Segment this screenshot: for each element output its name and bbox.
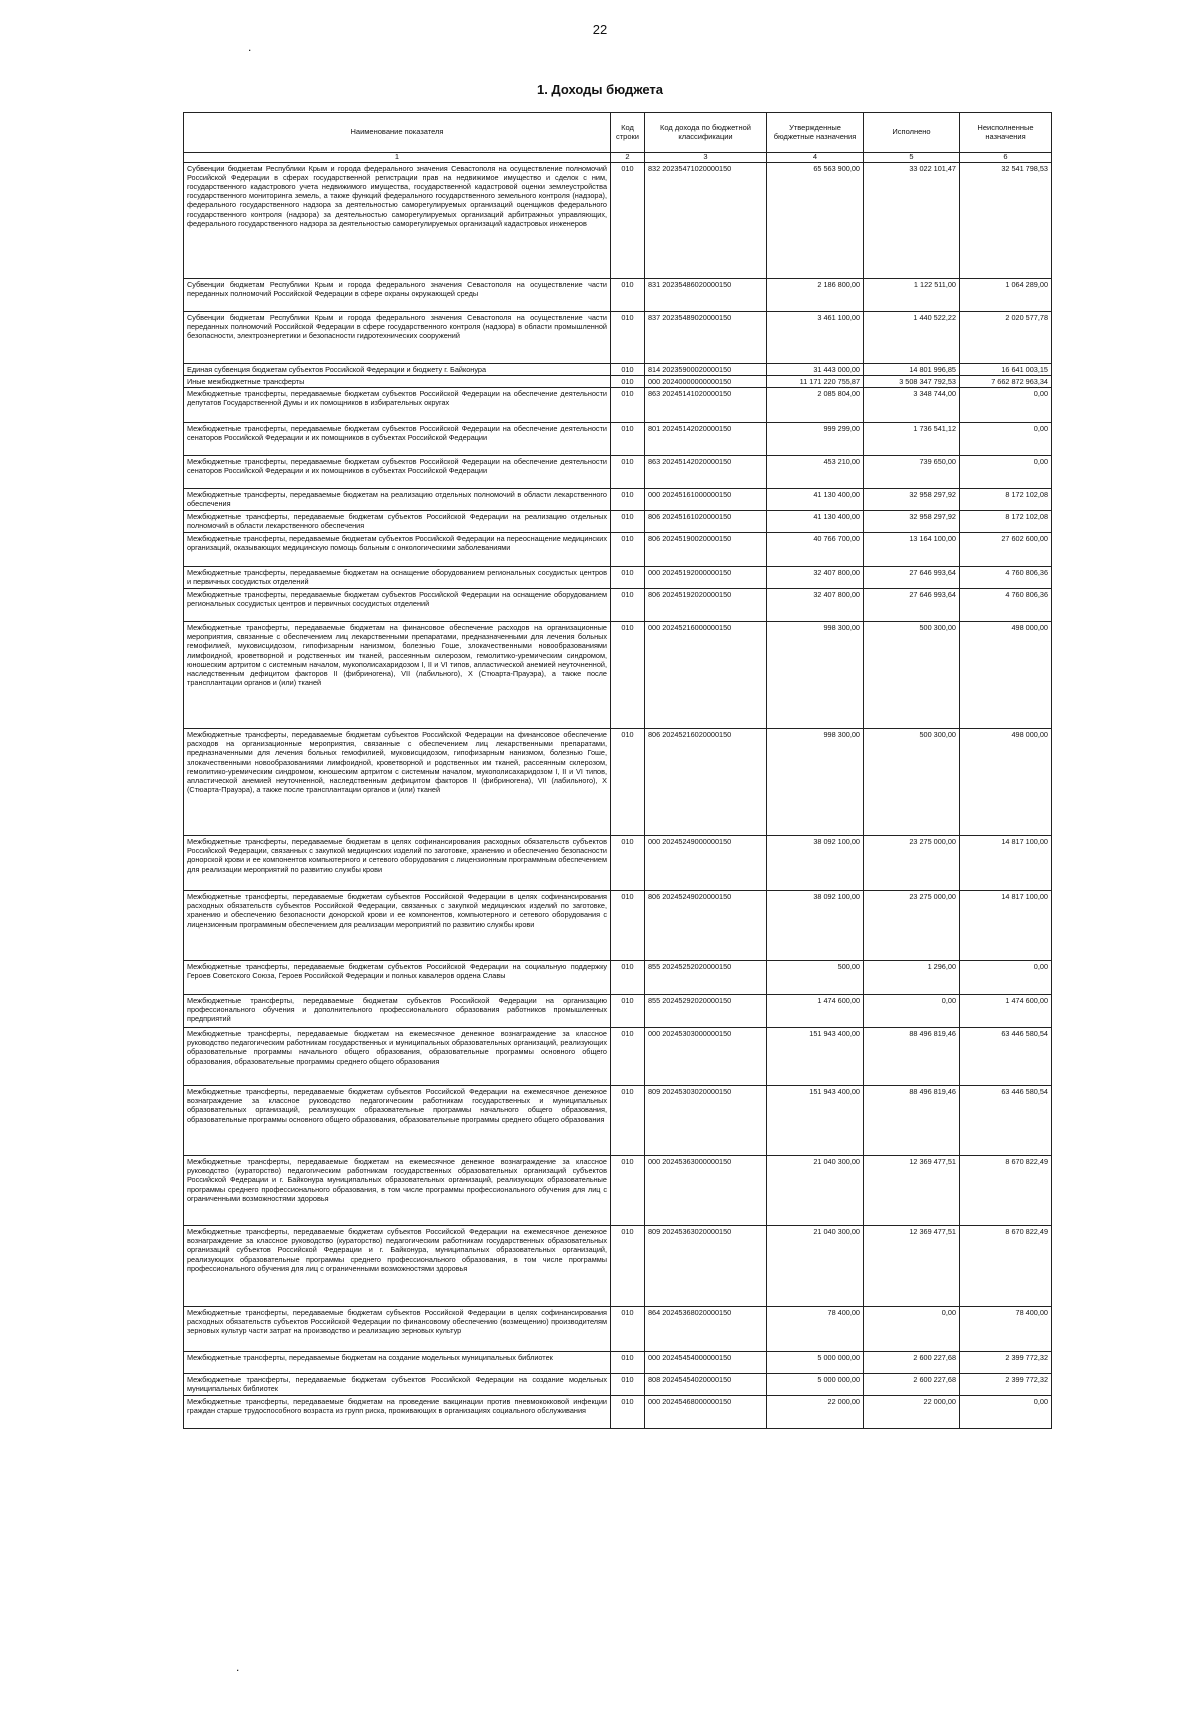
row-approved-cell: 500,00 [767,961,864,995]
row-name-cell: Межбюджетные трансферты, передаваемые бюджетам субъектов Российской Федерации на социальную поддержку Героев Советского Союза, Героев Российской Федерации и полных кавалеров ордена Славы [184,961,611,995]
row-name-cell: Субвенции бюджетам Республики Крым и города федерального значения Севастополя на осуществление части переданных полномочий Российской Федерации в сфере государственного контроля (надзора) в области промышленной безопасности, электроэнергетики и безопасности гидротехнических сооружений [184,312,611,364]
row-line-code-cell: 010 [611,622,645,729]
row-approved-cell: 22 000,00 [767,1396,864,1429]
row-name-cell: Межбюджетные трансферты, передаваемые бюджетам субъектов Российской Федерации на ежемесячное денежное вознаграждение за классное руководство педагогическим работникам государственных и муниципальных образовательных организаций, реализующих образовательные программы начального общего образования, образовательные программы основного общего образования, образовательные программы среднего общего образования [184,1086,611,1156]
row-name-cell: Межбюджетные трансферты, передаваемые бюджетам на создание модельных муниципальных библиотек [184,1352,611,1374]
table-row [184,376,1052,388]
row-line-code-cell: 010 [611,1156,645,1226]
row-budget-code-cell: 832 20235471020000150 [645,163,767,279]
row-name-cell: Межбюджетные трансферты, передаваемые бюджетам субъектов Российской Федерации в целях софинансирования расходных обязательств субъектов Российской Федерации по финансовому обеспечению (возмещению) производителям зерновых культур части затрат на производство и реализацию зерновых культур [184,1307,611,1352]
row-approved-cell: 151 943 400,00 [767,1028,864,1086]
budget-table-wrapper [183,112,1051,1429]
row-budget-code-cell: 806 20245216020000150 [645,729,767,836]
row-approved-cell: 21 040 300,00 [767,1156,864,1226]
row-executed-cell: 1 296,00 [864,961,960,995]
col-index: 2 [611,153,645,163]
row-approved-cell: 5 000 000,00 [767,1374,864,1396]
table-row [184,388,1052,423]
row-executed-cell: 0,00 [864,995,960,1028]
column-index-row [184,153,1052,163]
row-name-cell: Межбюджетные трансферты, передаваемые бюджетам субъектов Российской Федерации в целях софинансирования расходных обязательств субъектов Российской Федерации, связанных с закупкой медицинских изделий по заготовке, хранению и обеспечению безопасности донорской крови и ее компонентов, компьютерного и сетевого оборудования с лицензионным программным обеспечением для реализации мероприятий по развитию службы крови [184,891,611,961]
row-approved-cell: 38 092 100,00 [767,891,864,961]
row-unexecuted-cell: 32 541 798,53 [960,163,1052,279]
table-row [184,533,1052,567]
row-executed-cell: 12 369 477,51 [864,1156,960,1226]
table-row [184,456,1052,489]
row-executed-cell: 32 958 297,92 [864,511,960,533]
row-name-cell: Межбюджетные трансферты, передаваемые бюджетам субъектов Российской Федерации на обеспечение деятельности депутатов Государственной Думы и их помощников в избирательных округах [184,388,611,423]
row-budget-code-cell: 000 20245249000000150 [645,836,767,891]
row-executed-cell: 88 496 819,46 [864,1028,960,1086]
row-executed-cell: 2 600 227,68 [864,1352,960,1374]
row-unexecuted-cell: 63 446 580,54 [960,1086,1052,1156]
row-approved-cell: 3 461 100,00 [767,312,864,364]
row-budget-code-cell: 000 20245363000000150 [645,1156,767,1226]
table-row [184,163,1052,279]
budget-income-table [183,112,1052,1429]
header-row [184,113,1052,153]
table-row [184,567,1052,589]
row-name-cell: Межбюджетные трансферты, передаваемые бюджетам субъектов Российской Федерации на финансовое обеспечение расходов на организационные мероприятия, связанные с обеспечением лиц лекарственными препаратами, предназначенными для лечения больных гемофилией, муковисцидозом, гипофизарным нанизмом, болезнью Гоше, злокачественными новообразованиями лимфоидной, кроветворной и родственных им тканей, рассеянным склерозом, гемолитико-уремическим синдромом, юношеским артритом с системным началом, мукополисахаридозом I, II и VI типов, апластической анемией неуточненной, наследственным дефицитом факторов II (фибриногена), VII (лабильного), X (Стюарта-Прауэра), а также после трансплантации органов и (или) тканей [184,729,611,836]
row-line-code-cell: 010 [611,388,645,423]
row-executed-cell: 23 275 000,00 [864,836,960,891]
row-approved-cell: 453 210,00 [767,456,864,489]
row-executed-cell: 1 440 522,22 [864,312,960,364]
row-line-code-cell: 010 [611,312,645,364]
col-index: 3 [645,153,767,163]
table-row [184,995,1052,1028]
row-name-cell: Единая субвенция бюджетам субъектов Российской Федерации и бюджету г. Байконура [184,364,611,376]
table-row [184,1374,1052,1396]
row-executed-cell: 22 000,00 [864,1396,960,1429]
row-line-code-cell: 010 [611,279,645,312]
row-approved-cell: 32 407 800,00 [767,589,864,622]
row-executed-cell: 27 646 993,64 [864,567,960,589]
row-approved-cell: 32 407 800,00 [767,567,864,589]
row-budget-code-cell: 000 20240000000000150 [645,376,767,388]
row-budget-code-cell: 000 20245192000000150 [645,567,767,589]
row-unexecuted-cell: 8 172 102,08 [960,489,1052,511]
row-unexecuted-cell: 0,00 [960,456,1052,489]
row-approved-cell: 41 130 400,00 [767,511,864,533]
stray-mark: . [248,40,252,54]
col-header-line-code: Код строки [611,113,645,153]
row-executed-cell: 1 122 511,00 [864,279,960,312]
row-unexecuted-cell: 63 446 580,54 [960,1028,1052,1086]
table-row [184,729,1052,836]
row-executed-cell: 500 300,00 [864,729,960,836]
row-executed-cell: 1 736 541,12 [864,423,960,456]
row-executed-cell: 32 958 297,92 [864,489,960,511]
row-executed-cell: 3 348 744,00 [864,388,960,423]
row-name-cell: Субвенции бюджетам Республики Крым и города федерального значения Севастополя на осуществление полномочий Российской Федерации в сферах государственной регистрации прав на недвижимое имущество и сделок с ним, государственного кадастрового учета недвижимого имущества, государственной кадастровой оценки землеустройства государственного мониторинга земель, а также функций федерального государственного земельного контроля (надзора), федерального государственного надзора за деятельностью саморегулируемых организаций оценщиков федерального государственного контроля (надзора) за деятельностью саморегулируемых организаций арбитражных управляющих, федерального государственного надзора за деятельностью саморегулируемых организаций кадастровых инженеров [184,163,611,279]
row-unexecuted-cell: 4 760 806,36 [960,589,1052,622]
row-approved-cell: 998 300,00 [767,729,864,836]
table-row [184,961,1052,995]
col-header-name: Наименование показателя [184,113,611,153]
row-unexecuted-cell: 4 760 806,36 [960,567,1052,589]
table-row [184,1028,1052,1086]
row-line-code-cell: 010 [611,423,645,456]
table-row [184,1226,1052,1307]
row-unexecuted-cell: 498 000,00 [960,729,1052,836]
col-header-unexecuted: Неисполненные назначения [960,113,1052,153]
row-executed-cell: 27 646 993,64 [864,589,960,622]
row-line-code-cell: 010 [611,891,645,961]
table-row [184,279,1052,312]
row-line-code-cell: 010 [611,511,645,533]
table-row [184,891,1052,961]
row-executed-cell: 3 508 347 792,53 [864,376,960,388]
row-name-cell: Межбюджетные трансферты, передаваемые бюджетам субъектов Российской Федерации на создание модельных муниципальных библиотек [184,1374,611,1396]
table-row [184,1307,1052,1352]
page-number: 22 [592,22,608,37]
row-unexecuted-cell: 14 817 100,00 [960,891,1052,961]
row-name-cell: Субвенции бюджетам Республики Крым и города федерального значения Севастополя на осуществление части переданных полномочий Российской Федерации в сфере охраны окружающей среды [184,279,611,312]
row-approved-cell: 11 171 220 755,87 [767,376,864,388]
row-budget-code-cell: 000 20245216000000150 [645,622,767,729]
row-executed-cell: 23 275 000,00 [864,891,960,961]
row-name-cell: Межбюджетные трансферты, передаваемые бюджетам на ежемесячное денежное вознаграждение за классное руководство педагогическим работникам государственных и муниципальных образовательных организаций, реализующих образовательные программы начального общего образования, образовательные программы основного общего образования, образовательные программы среднего общего образования [184,1028,611,1086]
table-row [184,423,1052,456]
section-title: 1. Доходы бюджета [536,82,664,97]
col-header-approved: Утвержденные бюджетные назначения [767,113,864,153]
row-unexecuted-cell: 7 662 872 963,34 [960,376,1052,388]
row-name-cell: Иные межбюджетные трансферты [184,376,611,388]
row-line-code-cell: 010 [611,364,645,376]
row-unexecuted-cell: 1 064 289,00 [960,279,1052,312]
table-row [184,1352,1052,1374]
col-index: 5 [864,153,960,163]
row-line-code-cell: 010 [611,489,645,511]
row-executed-cell: 14 801 996,85 [864,364,960,376]
row-name-cell: Межбюджетные трансферты, передаваемые бюджетам субъектов Российской Федерации на организацию профессионального обучения и дополнительного профессионального образования работников промышленных предприятий [184,995,611,1028]
row-name-cell: Межбюджетные трансферты, передаваемые бюджетам субъектов Российской Федерации на оснащение оборудованием региональных сосудистых центров и первичных сосудистых отделений [184,589,611,622]
table-row [184,1086,1052,1156]
row-line-code-cell: 010 [611,995,645,1028]
row-budget-code-cell: 863 20245142020000150 [645,456,767,489]
row-executed-cell: 12 369 477,51 [864,1226,960,1307]
row-executed-cell: 739 650,00 [864,456,960,489]
row-line-code-cell: 010 [611,533,645,567]
row-unexecuted-cell: 1 474 600,00 [960,995,1052,1028]
row-line-code-cell: 010 [611,1226,645,1307]
col-index: 1 [184,153,611,163]
row-approved-cell: 31 443 000,00 [767,364,864,376]
table-body [184,163,1052,1429]
row-name-cell: Межбюджетные трансферты, передаваемые бюджетам субъектов Российской Федерации на ежемесячное денежное вознаграждение за классное руководство (кураторство) педагогическим работникам государственных образовательных организаций субъектов Российской Федерации и г. Байконура, муниципальных образовательных организаций, реализующих образовательные программы среднего профессионального образования, в том числе программы профессионального обучения для лиц с ограниченными возможностями здоровья [184,1226,611,1307]
row-budget-code-cell: 855 20245292020000150 [645,995,767,1028]
col-header-executed: Исполнено [864,113,960,153]
row-line-code-cell: 010 [611,589,645,622]
row-line-code-cell: 010 [611,1028,645,1086]
table-row [184,312,1052,364]
row-budget-code-cell: 000 20245468000000150 [645,1396,767,1429]
table-row [184,364,1052,376]
row-name-cell: Межбюджетные трансферты, передаваемые бюджетам на ежемесячное денежное вознаграждение за классное руководство (кураторство) педагогическим работникам государственных образовательных организаций субъектов Российской Федерации и г. Байконура муниципальных образовательных организаций, реализующих образовательные программы среднего профессионального образования, в том числе программы профессионального обучения для лиц с ограниченными возможностями здоровья [184,1156,611,1226]
row-budget-code-cell: 801 20245142020000150 [645,423,767,456]
row-budget-code-cell: 806 20245161020000150 [645,511,767,533]
row-budget-code-cell: 000 20245454000000150 [645,1352,767,1374]
row-budget-code-cell: 837 20235489020000150 [645,312,767,364]
row-unexecuted-cell: 27 602 600,00 [960,533,1052,567]
row-approved-cell: 41 130 400,00 [767,489,864,511]
row-name-cell: Межбюджетные трансферты, передаваемые бюджетам на оснащение оборудованием региональных сосудистых центров и первичных сосудистых отделений [184,567,611,589]
row-unexecuted-cell: 0,00 [960,423,1052,456]
table-row [184,622,1052,729]
row-approved-cell: 38 092 100,00 [767,836,864,891]
row-approved-cell: 21 040 300,00 [767,1226,864,1307]
row-unexecuted-cell: 16 641 003,15 [960,364,1052,376]
row-unexecuted-cell: 0,00 [960,961,1052,995]
row-budget-code-cell: 831 20235486020000150 [645,279,767,312]
row-budget-code-cell: 863 20245141020000150 [645,388,767,423]
row-budget-code-cell: 806 20245190020000150 [645,533,767,567]
row-budget-code-cell: 814 20235900020000150 [645,364,767,376]
row-budget-code-cell: 855 20245252020000150 [645,961,767,995]
row-unexecuted-cell: 8 670 822,49 [960,1226,1052,1307]
table-row [184,489,1052,511]
col-index: 6 [960,153,1052,163]
row-approved-cell: 65 563 900,00 [767,163,864,279]
row-line-code-cell: 010 [611,836,645,891]
row-unexecuted-cell: 0,00 [960,388,1052,423]
row-line-code-cell: 010 [611,376,645,388]
table-row [184,836,1052,891]
stray-mark: . [236,1660,240,1674]
row-name-cell: Межбюджетные трансферты, передаваемые бюджетам субъектов Российской Федерации на обеспечение деятельности сенаторов Российской Федерации и их помощников в субъектах Российской Федерации [184,423,611,456]
row-approved-cell: 999 299,00 [767,423,864,456]
row-approved-cell: 40 766 700,00 [767,533,864,567]
row-executed-cell: 33 022 101,47 [864,163,960,279]
table-row [184,589,1052,622]
row-line-code-cell: 010 [611,1396,645,1429]
table-row [184,1396,1052,1429]
row-executed-cell: 2 600 227,68 [864,1374,960,1396]
row-name-cell: Межбюджетные трансферты, передаваемые бюджетам субъектов Российской Федерации на переоснащение медицинских организаций, оказывающих медицинскую помощь больным с онкологическими заболеваниями [184,533,611,567]
row-unexecuted-cell: 2 399 772,32 [960,1374,1052,1396]
row-approved-cell: 2 186 800,00 [767,279,864,312]
row-name-cell: Межбюджетные трансферты, передаваемые бюджетам на проведение вакцинации против пневмококковой инфекции граждан старше трудоспособного возраста из групп риска, проживающих в организациях социального обслуживания [184,1396,611,1429]
row-line-code-cell: 010 [611,1352,645,1374]
row-budget-code-cell: 000 20245303000000150 [645,1028,767,1086]
row-approved-cell: 78 400,00 [767,1307,864,1352]
row-approved-cell: 5 000 000,00 [767,1352,864,1374]
row-budget-code-cell: 864 20245368020000150 [645,1307,767,1352]
row-line-code-cell: 010 [611,1086,645,1156]
row-executed-cell: 500 300,00 [864,622,960,729]
row-budget-code-cell: 806 20245192020000150 [645,589,767,622]
row-line-code-cell: 010 [611,729,645,836]
row-name-cell: Межбюджетные трансферты, передаваемые бюджетам в целях софинансирования расходных обязательств субъектов Российской Федерации, связанных с закупкой медицинских изделий по заготовке, хранению и обеспечению безопасности донорской крови и ее компонентов компьютерного и сетевого оборудования с лицензионным программным обеспечением для реализации мероприятий по развитию службы крови [184,836,611,891]
row-budget-code-cell: 806 20245249020000150 [645,891,767,961]
row-name-cell: Межбюджетные трансферты, передаваемые бюджетам на финансовое обеспечение расходов на организационные мероприятия, связанные с обеспечением лиц лекарственными препаратами, предназначенными для лечения больных гемофилией, муковисцидозом, гипофизарным нанизмом, болезнью Гоше, злокачественными новообразованиями лимфоидной, кроветворной и родственных им тканей, рассеянным склерозом, гемолитико-уремическим синдромом, юношеским артритом с системным началом, мукополисахаридозом I, II и VI типов, апластической анемией неуточненной, наследственным дефицитом факторов II (фибриногена), VII (лабильного), X (Стюарта-Прауэра), а также после трансплантации органов и (или) тканей [184,622,611,729]
row-unexecuted-cell: 8 670 822,49 [960,1156,1052,1226]
row-approved-cell: 998 300,00 [767,622,864,729]
row-unexecuted-cell: 0,00 [960,1396,1052,1429]
row-line-code-cell: 010 [611,961,645,995]
row-name-cell: Межбюджетные трансферты, передаваемые бюджетам на реализацию отдельных полномочий в области лекарственного обеспечения [184,489,611,511]
row-budget-code-cell: 809 20245363020000150 [645,1226,767,1307]
row-unexecuted-cell: 8 172 102,08 [960,511,1052,533]
row-line-code-cell: 010 [611,1307,645,1352]
row-approved-cell: 2 085 804,00 [767,388,864,423]
row-name-cell: Межбюджетные трансферты, передаваемые бюджетам субъектов Российской Федерации на обеспечение деятельности сенаторов Российской Федерации и их помощников в субъектах Российской Федерации [184,456,611,489]
col-index: 4 [767,153,864,163]
row-budget-code-cell: 808 20245454020000150 [645,1374,767,1396]
table-row [184,1156,1052,1226]
row-unexecuted-cell: 14 817 100,00 [960,836,1052,891]
row-approved-cell: 1 474 600,00 [767,995,864,1028]
row-name-cell: Межбюджетные трансферты, передаваемые бюджетам субъектов Российской Федерации на реализацию отдельных полномочий в области лекарственного обеспечения [184,511,611,533]
row-budget-code-cell: 000 20245161000000150 [645,489,767,511]
row-executed-cell: 88 496 819,46 [864,1086,960,1156]
row-unexecuted-cell: 2 399 772,32 [960,1352,1052,1374]
table-row [184,511,1052,533]
row-approved-cell: 151 943 400,00 [767,1086,864,1156]
col-header-budget-code: Код дохода по бюджетной классификации [645,113,767,153]
row-line-code-cell: 010 [611,1374,645,1396]
row-budget-code-cell: 809 20245303020000150 [645,1086,767,1156]
row-line-code-cell: 010 [611,567,645,589]
row-line-code-cell: 010 [611,456,645,489]
row-unexecuted-cell: 78 400,00 [960,1307,1052,1352]
row-executed-cell: 0,00 [864,1307,960,1352]
row-unexecuted-cell: 498 000,00 [960,622,1052,729]
row-unexecuted-cell: 2 020 577,78 [960,312,1052,364]
row-executed-cell: 13 164 100,00 [864,533,960,567]
row-line-code-cell: 010 [611,163,645,279]
